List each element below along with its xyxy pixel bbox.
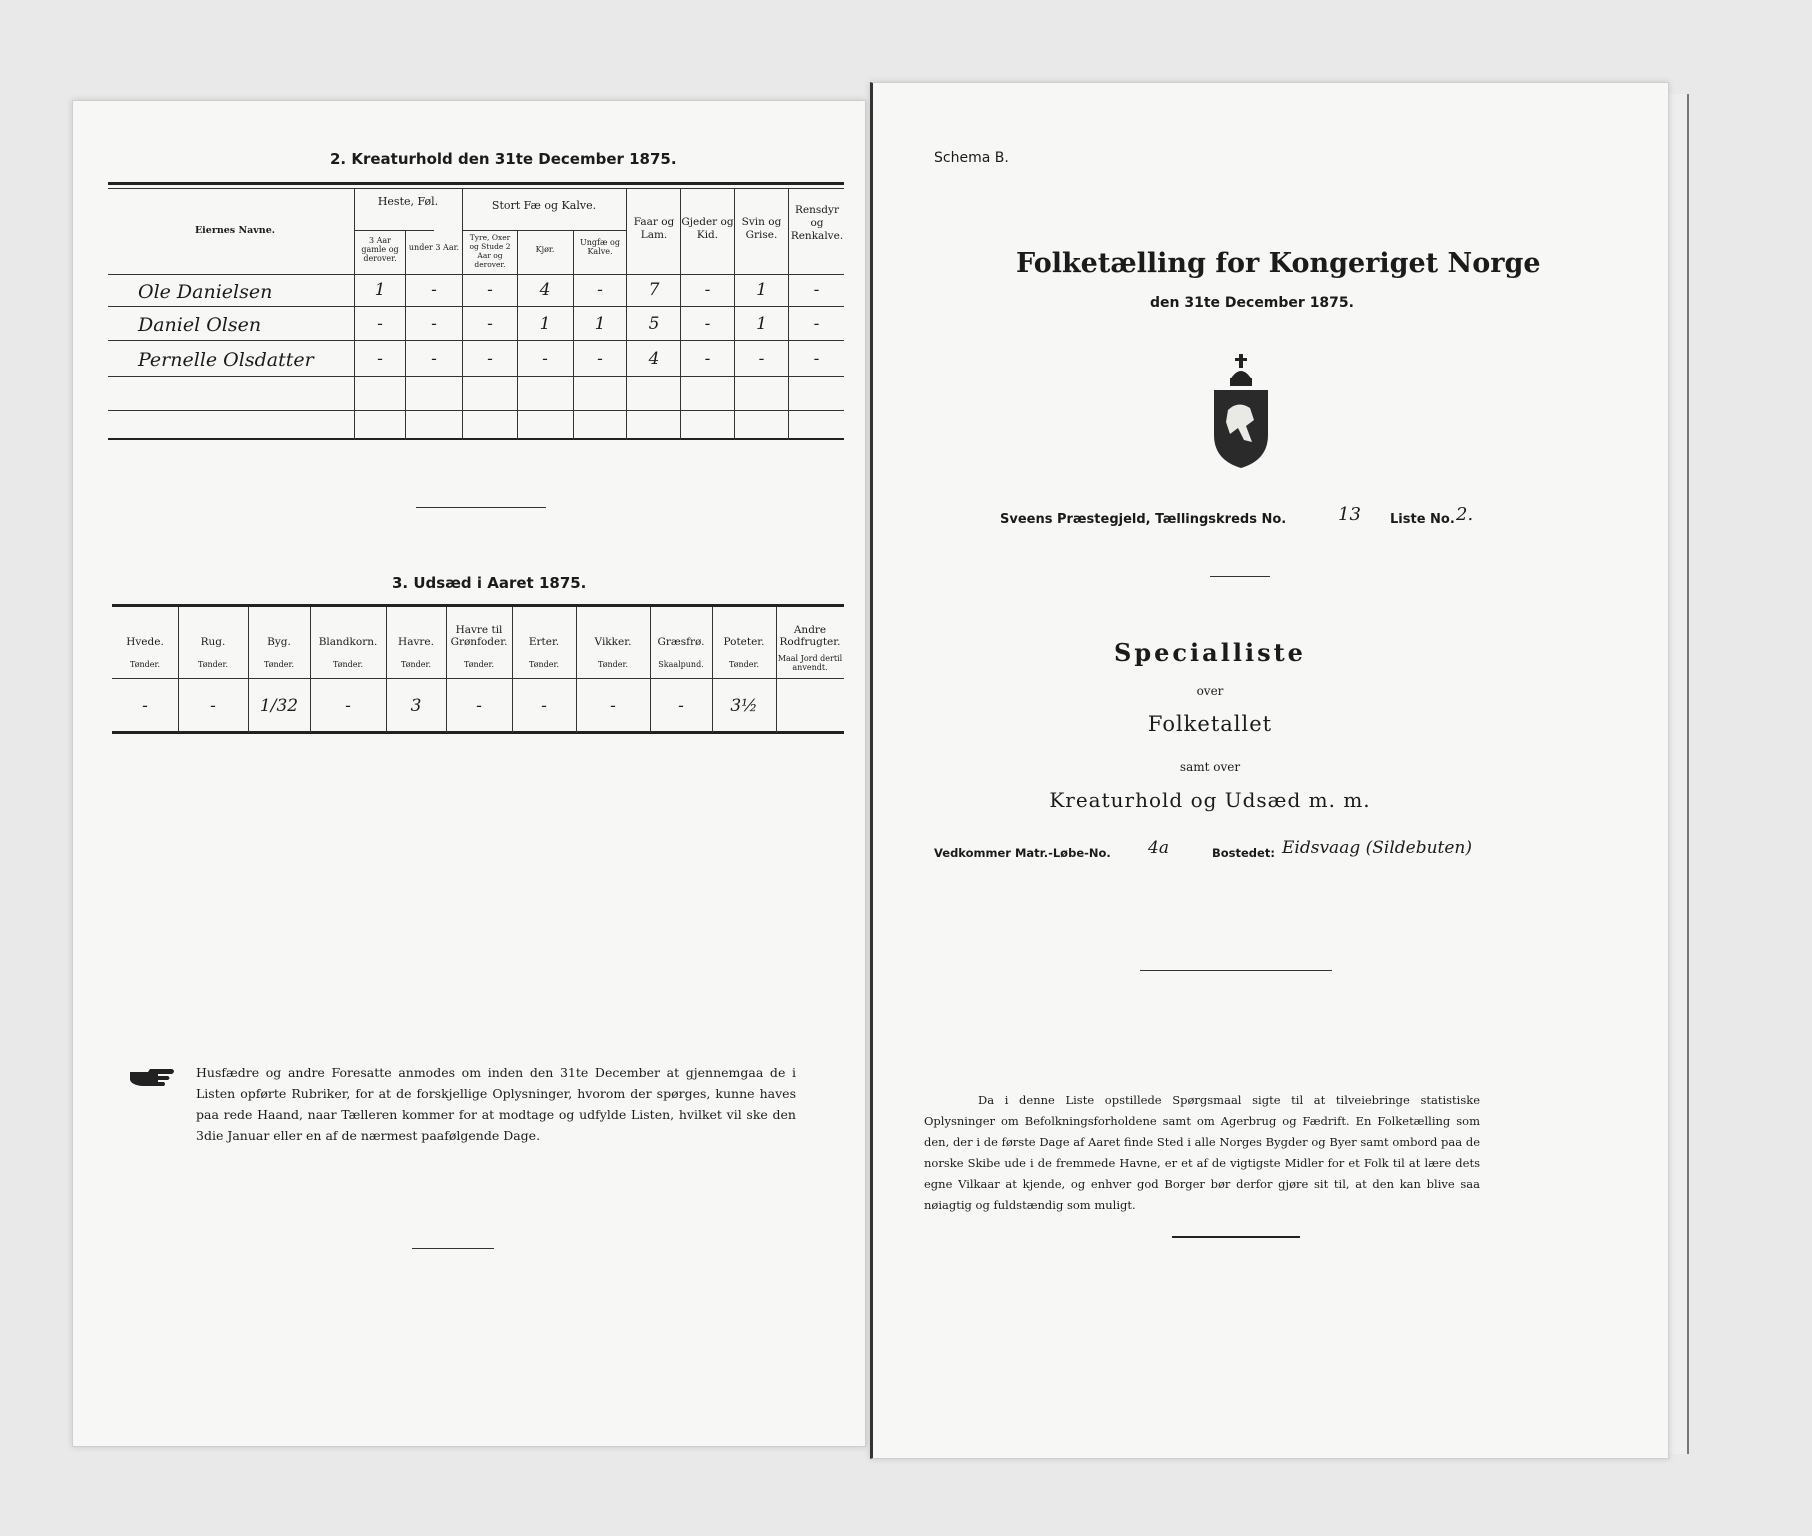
header-tyre: Tyre, Oxer og Stude 2 Aar og derover. (469, 233, 511, 269)
seed-header: Havre til Grønfoder. (450, 624, 508, 648)
note-text: Husfædre og andre Foresatte anmodes om inden den 31te December at gjennemgaa de i Listen opførte Rubriker, for at de forskjellige Oplysninger, hvorom der spørges, kunne haves paa rede Haand, naar Tælleren kommer for at modtage og udfylde Listen, hvilket vil ske den 3die Januar eller en af de nærmest paafølgende Dage. (196, 1065, 796, 1143)
over-text: over (1196, 684, 1224, 698)
seed-unit: Tønder. (129, 660, 161, 669)
header-ungfae: Ungfæ og Kalve. (580, 238, 620, 256)
seed-header: Hvede. (126, 636, 164, 648)
table-cell: 7 (648, 280, 660, 300)
bostedet-value: Eidsvaag (Sildebuten) (1282, 838, 1473, 858)
seed-header: Erter. (528, 636, 560, 648)
table-cell: - (487, 314, 493, 334)
table-cell: - (377, 314, 383, 334)
liste-number: 2. (1456, 504, 1474, 525)
schema-label: Schema B. (934, 150, 1009, 166)
table-cell: 1 (539, 314, 551, 334)
seed-unit: Maal Jord dertil anvendt. (777, 654, 843, 672)
kreaturhold-text: Kreaturhold og Udsæd m. m. (1049, 788, 1371, 812)
table-cell: 5 (648, 314, 660, 334)
district-number: 13 (1338, 504, 1361, 525)
seed-value: - (541, 696, 547, 716)
section2-title: 2. Kreaturhold den 31te December 1875. (330, 150, 677, 168)
seed-unit: Skaalpund. (658, 660, 704, 669)
seed-unit: Tønder. (263, 660, 295, 669)
table-cell: - (431, 349, 437, 369)
divider (412, 1248, 494, 1249)
divider (1140, 970, 1332, 971)
table-cell: - (431, 280, 437, 300)
header-stort-fae: Stort Fæ og Kalve. (491, 199, 597, 212)
seed-value: 3 (410, 696, 422, 716)
header-heste-old: 3 Aar gamle og derover. (361, 236, 399, 263)
table-cell: 1 (374, 280, 386, 300)
header-owner: Eiernes Navne. (194, 225, 276, 236)
table-cell: - (487, 349, 493, 369)
table-cell: - (597, 349, 603, 369)
seed-unit: Tønder. (332, 660, 364, 669)
seed-unit: Tønder. (597, 660, 629, 669)
seed-unit: Tønder. (197, 660, 229, 669)
seed-header: Vikker. (594, 636, 632, 648)
divider (1172, 1236, 1300, 1238)
owner-name-1: Ole Danielsen (138, 281, 273, 303)
table-cell: - (597, 280, 603, 300)
table-cell: - (542, 349, 548, 369)
footer-text: Da i denne Liste opstillede Spørgsmaal sigte til at tilveiebringe statistiske Oplysninger om Befolkningsforholdene samt om Agerbrug og Fædrift. En Folketælling som den, der i de første Dage af Aaret finde Sted i alle Norges Bygder og Byer samt ombord paa de norske Skibe ude i de fremmede Havne, er et af de vigtigste Midler for et Folk til at lære dets egne Vilkaar at kjende, og enhver god Borger bør derfor gjøre sit til, at den kan blive saa nøiagtig og fuldstændig som muligt. (924, 1093, 1480, 1212)
form-date: den 31te December 1875. (1150, 295, 1354, 311)
seed-unit: Tønder. (400, 660, 432, 669)
pointing-hand-icon (128, 1066, 178, 1088)
table-cell: - (813, 280, 820, 300)
table-top-rule (108, 182, 844, 185)
owner-name-2: Daniel Olsen (138, 314, 262, 336)
header-faar: Faar og Lam. (633, 216, 675, 241)
header-gjeder: Gjeder og Kid. (681, 216, 734, 241)
seed-header: Blandkorn. (318, 636, 378, 648)
table-cell: 1 (756, 314, 767, 334)
specialliste-title: Specialliste (1114, 638, 1306, 667)
table-cell: - (813, 314, 820, 334)
seed-header: Byg. (267, 636, 291, 648)
seed-header: Andre Rodfrugter. (779, 624, 841, 648)
seed-unit: Tønder. (728, 660, 760, 669)
table-cell: - (704, 314, 711, 334)
seed-value: - (610, 696, 616, 716)
seed-value: 1/32 (259, 696, 299, 716)
header-rensdyr: Rensdyr og Renkalve. (790, 204, 844, 242)
seed-value: - (345, 696, 351, 716)
seed-header: Græsfrø. (657, 636, 705, 648)
table-cell: 4 (648, 349, 660, 369)
owner-name-3: Pernelle Olsdatter (138, 349, 314, 371)
form-title: Folketælling for Kongeriget Norge (1016, 248, 1541, 279)
table-cell: - (704, 280, 711, 300)
header-heste-young: under 3 Aar. (408, 243, 460, 252)
header-svin: Svin og Grise. (741, 216, 782, 241)
table-cell: 4 (539, 280, 551, 300)
liste-label: Liste No. (1390, 512, 1455, 527)
coat-of-arms-icon (1208, 350, 1274, 470)
seed-value: - (142, 696, 148, 716)
table-cell: 1 (594, 314, 606, 334)
seed-header: Havre. (398, 636, 434, 648)
header-heste: Heste, Føl. (377, 195, 439, 208)
section3-title: 3. Udsæd i Aaret 1875. (392, 574, 587, 592)
seed-value: 3½ (730, 696, 758, 716)
table-cell: - (487, 280, 493, 300)
table-cell: - (758, 349, 765, 369)
table-cell: - (377, 349, 383, 369)
table-cell: - (431, 314, 437, 334)
table-cell: - (704, 349, 711, 369)
divider (416, 507, 546, 508)
seed-unit: Tønder. (463, 660, 495, 669)
seed-value: - (210, 696, 216, 716)
samt-over-text: samt over (1179, 760, 1241, 774)
seed-header: Poteter. (723, 636, 765, 648)
seed-value: - (476, 696, 482, 716)
bostedet-label: Bostedet: (1212, 846, 1275, 860)
seed-unit: Tønder. (528, 660, 560, 669)
divider (1210, 576, 1270, 577)
matr-label: Vedkommer Matr.-Løbe-No. (934, 846, 1111, 860)
table-cell: - (813, 349, 820, 369)
seed-header: Rug. (200, 636, 226, 648)
header-kjor: Kjør. (535, 245, 555, 254)
seed-value: - (678, 696, 684, 716)
district-label: Sveens Præstegjeld, Tællingskreds No. (1000, 512, 1287, 527)
table-cell: 1 (756, 280, 767, 300)
folketallet-text: Folketallet (1147, 712, 1273, 736)
matr-value: 4a (1148, 838, 1169, 858)
right-page (870, 82, 1669, 1459)
